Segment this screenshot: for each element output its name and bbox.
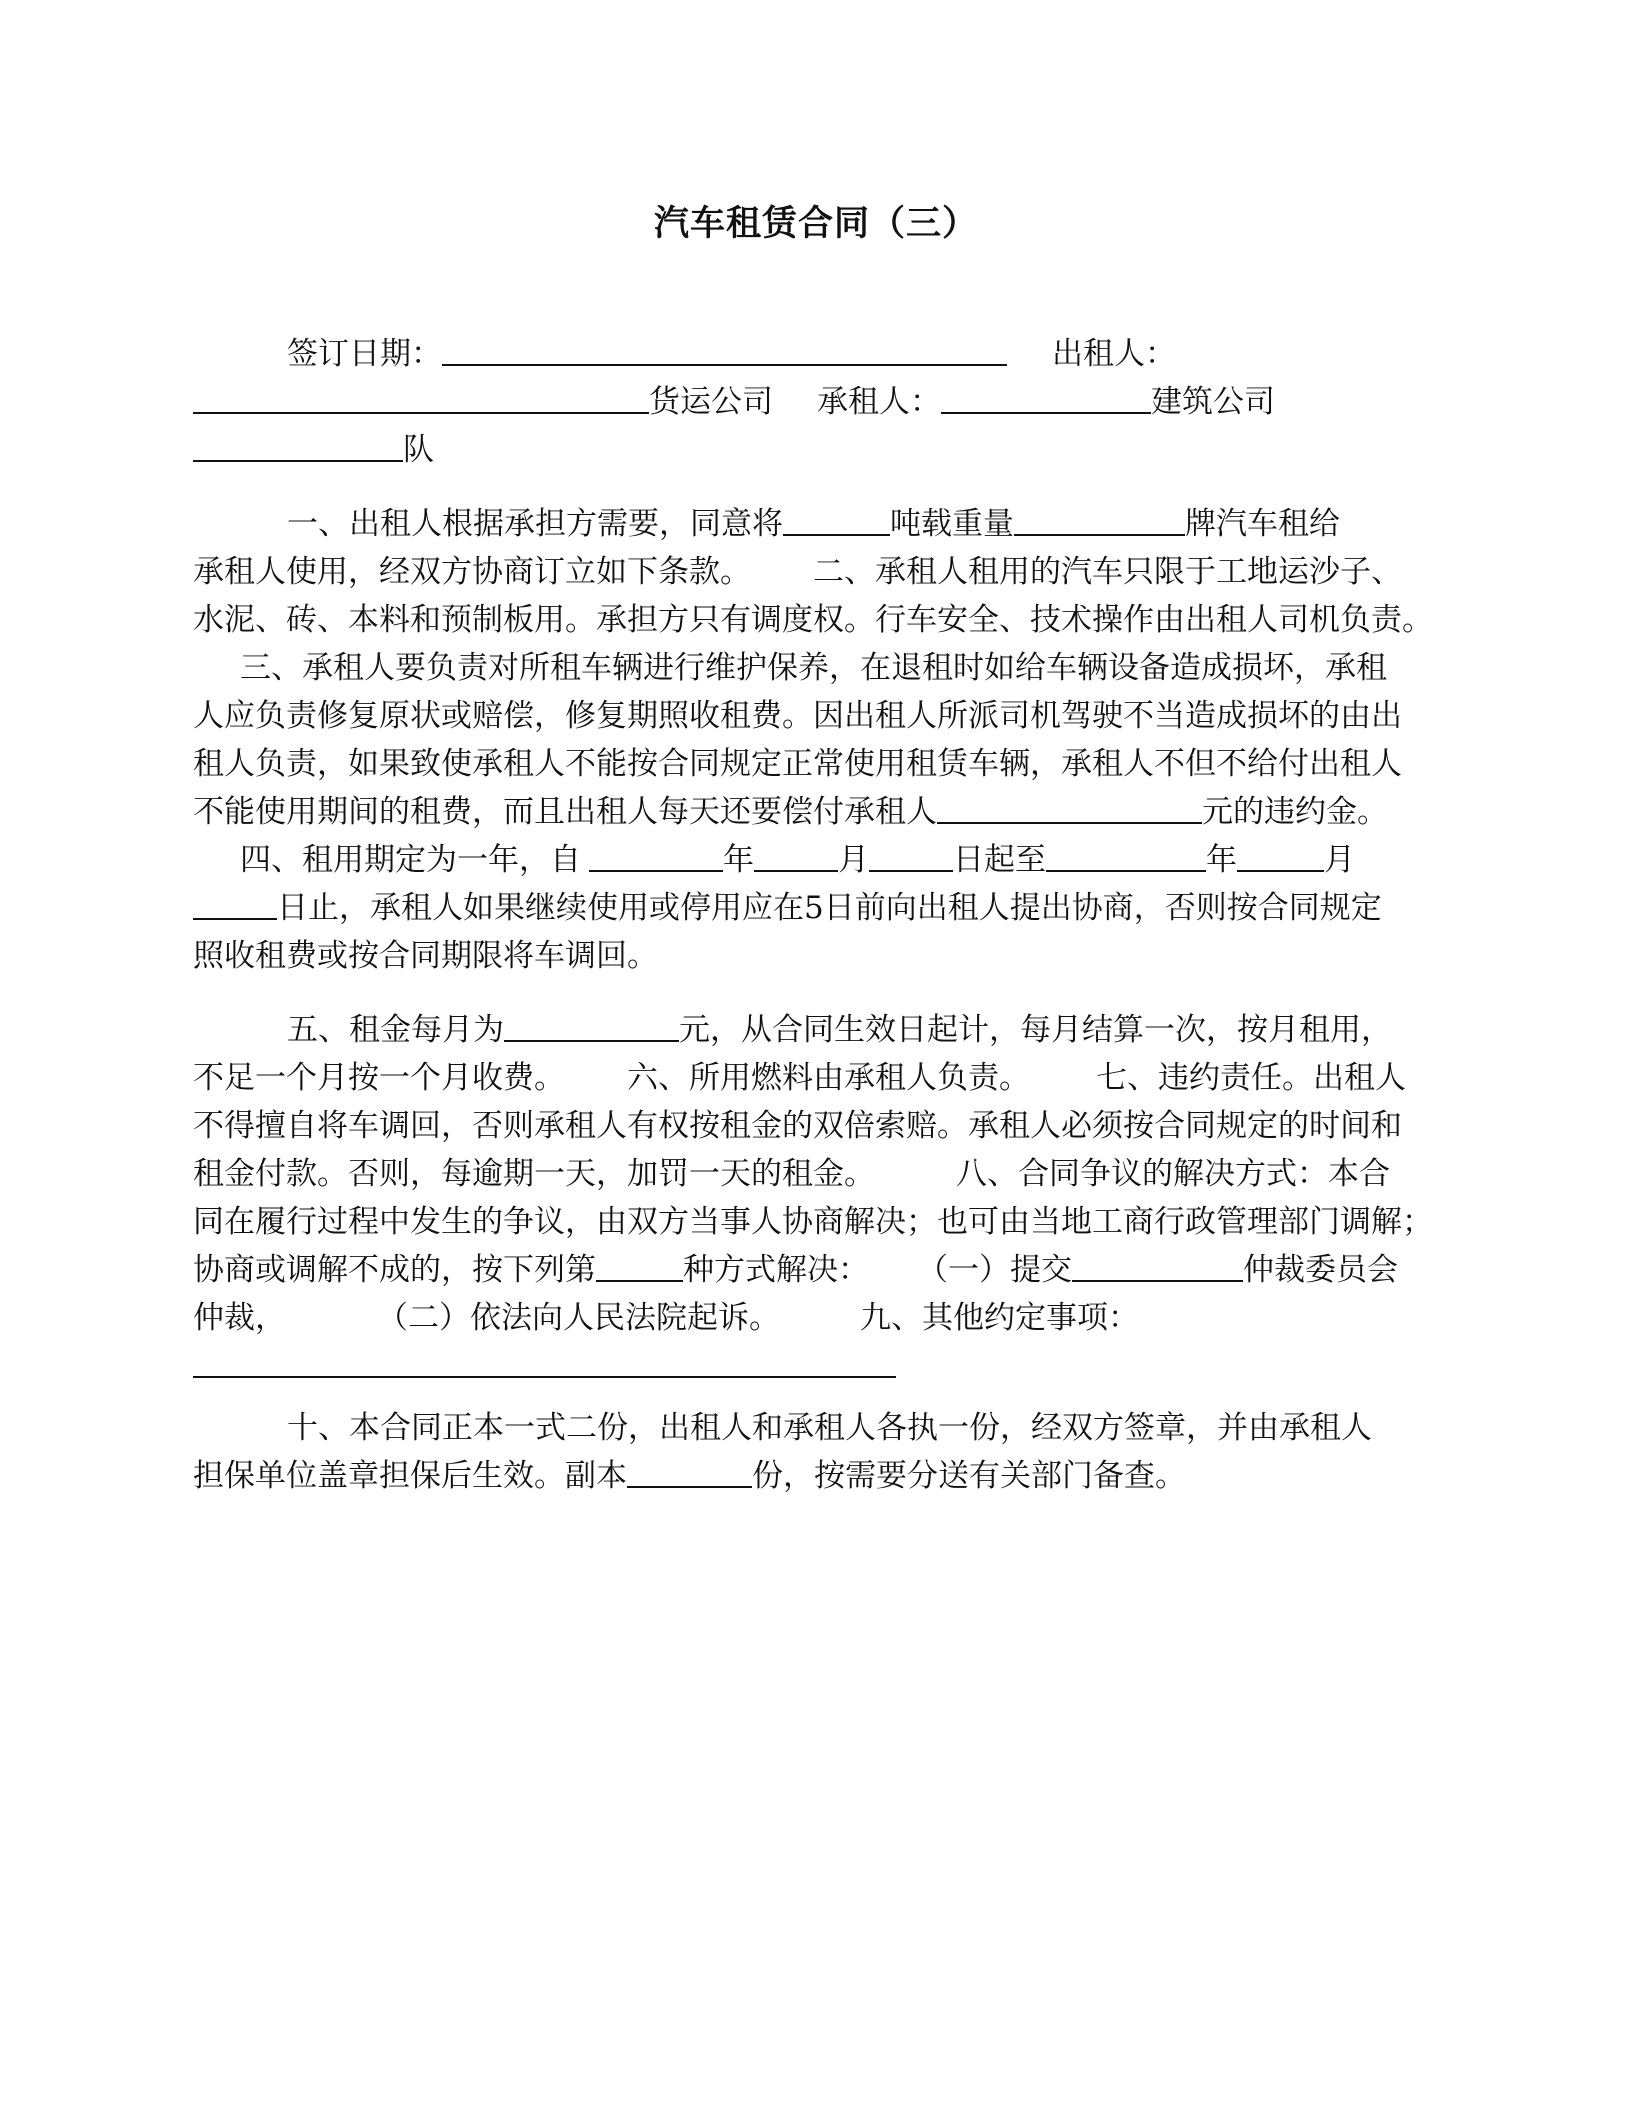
start-day-blank[interactable] [869, 838, 953, 872]
header-line-3 [193, 426, 434, 474]
clause-7-line-3 [193, 1150, 1390, 1198]
clause-4-text-a: 四、租用期定为一年，自 [240, 842, 581, 878]
freight-company: 货运公司 [649, 384, 773, 420]
clause-10-text-c: 份，按需要分送有关部门备查。 [752, 1458, 1186, 1494]
clause-1-line-1 [287, 500, 1340, 548]
clause-1-text-b: 吨载重量 [890, 506, 1014, 542]
clause-3-text-1: 三、承租人要负责对所租车辆进行维护保养，在退租时如给车辆设备造成损坏，承租 [240, 650, 1387, 686]
clause-2-line-2 [193, 596, 1433, 644]
clause-4-line-1 [240, 836, 1355, 884]
clause-5-text-b: 元，从合同生效日起计，每月结算一次，按月租用， [679, 1012, 1392, 1048]
lessor-label: 出租人： [1052, 336, 1176, 372]
clause-10-line-1 [287, 1404, 1372, 1452]
copies-blank[interactable] [627, 1454, 752, 1488]
sign-date-blank[interactable] [442, 332, 1007, 366]
tonnage-blank[interactable] [783, 502, 890, 536]
clause-7-text: 七、违约责任。出租人 [1096, 1060, 1406, 1096]
clause-9-line-2 [193, 1342, 896, 1390]
clause-3-text-3: 租人负责，如果致使承租人不能按合同规定正常使用租赁车辆，承租人不但不给付出租人 [193, 746, 1402, 782]
clause-8-text-n: 仲裁， [193, 1300, 286, 1336]
clause-4-line-3 [193, 932, 658, 980]
clause-3-text-4a: 不能使用期间的租费，而且出租人每天还要偿付承租人 [193, 794, 937, 830]
clause-10-text-a: 十、本合同正本一式二份，出租人和承租人各执一份，经双方签章，并由承租人 [287, 1410, 1372, 1446]
clause-8-text-l: （一）提交 [917, 1252, 1072, 1288]
header-line-1 [287, 330, 1176, 378]
clause-8-text-h: 八、合同争议的解决方式：本合 [956, 1156, 1390, 1192]
arbitration-blank[interactable] [1072, 1248, 1243, 1282]
end-day-blank[interactable] [193, 886, 277, 920]
clause-10-line-2 [193, 1452, 1186, 1500]
clause-3-line-2 [193, 692, 1402, 740]
clause-8-text-o: （二）依法向人民法院起诉。 [377, 1300, 780, 1336]
clause-4-year-1: 年 [723, 842, 754, 878]
clause-8-text-m: 仲裁委员会 [1243, 1252, 1398, 1288]
clause-5-line-2 [193, 1054, 1406, 1102]
lessor-blank[interactable] [193, 380, 649, 414]
clause-4-text-b: 日止，承租人如果继续使用或停用应在5日前向出租人提出协商，否则按合同规定 [277, 890, 1382, 926]
clause-10-text-b: 担保单位盖章担保后生效。副本 [193, 1458, 627, 1494]
clause-1-text-a: 一、出租人根据承担方需要，同意将 [287, 506, 783, 542]
plate-blank[interactable] [1014, 502, 1185, 536]
clause-5-line-1 [287, 1006, 1392, 1054]
clause-3-text-2: 人应负责修复原状或赔偿，修复期照收租费。因出租人所派司机驾驶不当造成损坏的由出 [193, 698, 1402, 734]
clause-2-cont: 水泥、砖、本料和预制板用。承担方只有调度权。行车安全、技术操作由出租人司机负责。 [193, 602, 1433, 638]
construction-company: 建筑公司 [1151, 384, 1275, 420]
start-year-blank[interactable] [589, 838, 723, 872]
clause-1-text-c: 牌汽车租给 [1185, 506, 1340, 542]
team-blank[interactable] [193, 428, 403, 462]
clause-2-text: 二、承租人租用的汽车只限于工地运沙子、 [813, 554, 1402, 590]
rent-blank[interactable] [504, 1008, 679, 1042]
lessee-blank[interactable] [941, 380, 1151, 414]
clause-1-text-d: 承租人使用，经双方协商订立如下条款。 [193, 554, 751, 590]
clause-4-text-c: 照收租费或按合同期限将车调回。 [193, 938, 658, 974]
clause-8-text-k: 种方式解决： [683, 1252, 869, 1288]
clause-3-line-3 [193, 740, 1402, 788]
clause-3-text-4b: 元的违约金。 [1202, 794, 1388, 830]
end-year-blank[interactable] [1046, 838, 1206, 872]
clause-3-line-4 [193, 788, 1388, 836]
start-month-blank[interactable] [754, 838, 838, 872]
clause-4-month-2: 月 [1324, 842, 1355, 878]
penalty-blank[interactable] [937, 790, 1202, 824]
sign-date-label: 签订日期： [287, 336, 442, 372]
clause-1-line-2 [193, 548, 1402, 596]
document-title: 汽车租赁合同（三） [653, 204, 978, 244]
clause-4-year-2: 年 [1206, 842, 1237, 878]
clause-6-text: 六、所用燃料由承租人负责。 [627, 1060, 1030, 1096]
clause-8-text-i: 同在履行过程中发生的争议，由双方当事人协商解决；也可由当地工商行政管理部门调解； [193, 1204, 1433, 1240]
method-blank[interactable] [596, 1248, 683, 1282]
clause-7-text-g: 租金付款。否则，每逾期一天，加罚一天的租金。 [193, 1156, 875, 1192]
clause-7-text-f: 不得擅自将车调回，否则承租人有权按租金的双倍索赔。承租人必须按合同规定的时间和 [193, 1108, 1402, 1144]
clause-8-line-2 [193, 1198, 1433, 1246]
clause-9-text: 九、其他约定事项： [860, 1300, 1139, 1336]
clause-3-line-1 [240, 644, 1387, 692]
clause-7-line-2 [193, 1102, 1402, 1150]
end-month-blank[interactable] [1237, 838, 1324, 872]
lessee-label: 承租人： [817, 384, 941, 420]
team-label: 队 [403, 432, 434, 468]
other-terms-blank[interactable] [193, 1344, 896, 1378]
clause-5-text-c: 不足一个月按一个月收费。 [193, 1060, 565, 1096]
clause-4-month-1: 月 [838, 842, 869, 878]
clause-8-text-j: 协商或调解不成的，按下列第 [193, 1252, 596, 1288]
clause-8-line-4 [193, 1294, 1139, 1342]
clause-4-day-from: 日起至 [953, 842, 1046, 878]
clause-4-line-2 [193, 884, 1382, 932]
clause-5-text-a: 五、租金每月为 [287, 1012, 504, 1048]
header-line-2 [193, 378, 1275, 426]
clause-8-line-3 [193, 1246, 1398, 1294]
